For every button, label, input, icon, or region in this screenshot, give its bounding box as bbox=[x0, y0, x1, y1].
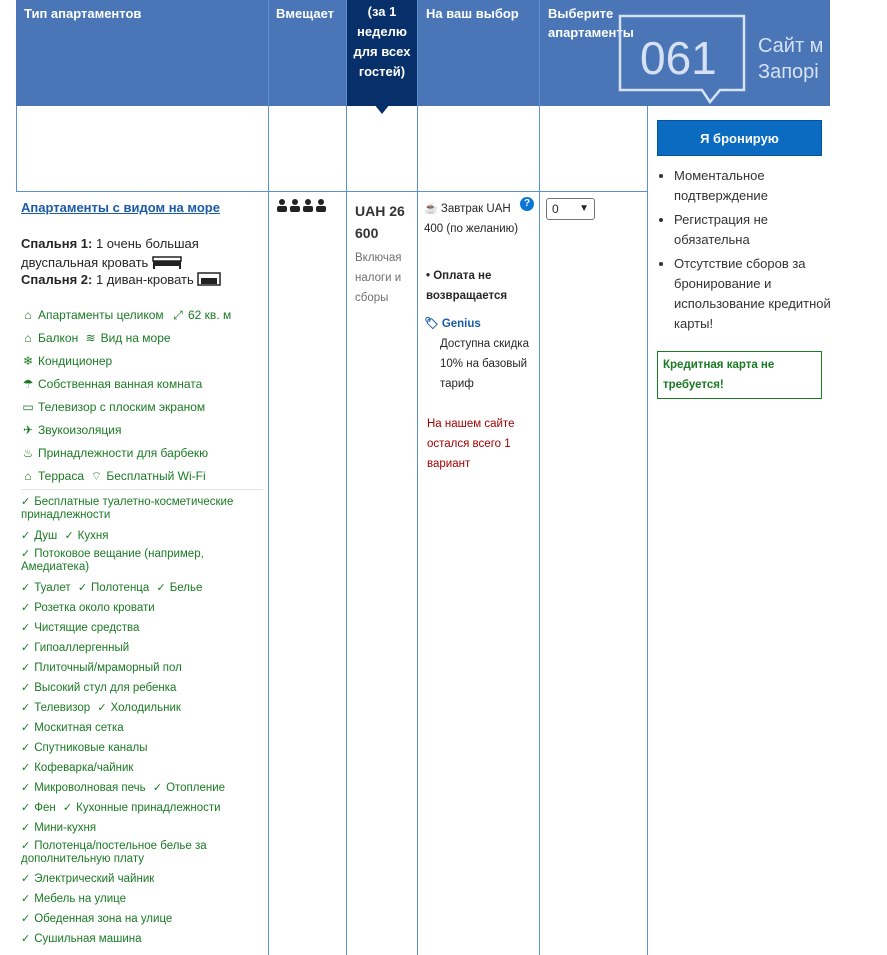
amenity-row bbox=[21, 762, 261, 775]
check-icon: ✓ bbox=[64, 530, 74, 542]
facility-private-bathroom: Собственная ванная комната bbox=[38, 377, 203, 391]
grid-line bbox=[417, 0, 418, 955]
booking-benefits-list bbox=[656, 166, 844, 338]
amenity-toilet: Туалет bbox=[34, 582, 71, 594]
check-icon: ✓ bbox=[21, 602, 31, 614]
facility-air-conditioning: Кондиционер bbox=[38, 354, 113, 368]
facility-terrace: Терраса bbox=[38, 469, 85, 483]
check-icon: ✓ bbox=[97, 702, 107, 714]
facility-row bbox=[21, 467, 206, 485]
amenity-hypoallergenic: Гипоаллергенный bbox=[34, 642, 130, 654]
check-icon: ✓ bbox=[21, 873, 31, 885]
facility-entire-apartment: Апартаменты целиком bbox=[38, 308, 164, 322]
amenity-row bbox=[21, 662, 261, 675]
amenity-microwave: Микроволновая печь bbox=[34, 782, 146, 794]
check-icon: ✓ bbox=[21, 702, 31, 714]
header-select-apartments[interactable]: Выберите апартаменты bbox=[548, 6, 634, 40]
facility-sea-view: Вид на море bbox=[100, 331, 171, 345]
facility-bbq: Принадлежности для барбекю bbox=[38, 446, 209, 460]
facility-row bbox=[21, 306, 231, 324]
amenity-tile-floor: Плиточный/мраморный пол bbox=[34, 662, 182, 674]
double-bed-icon bbox=[152, 255, 182, 269]
breakfast-text: Завтрак UAH 400 (по желанию) bbox=[424, 203, 519, 235]
bedroom-1-label: Спальня 1: bbox=[21, 236, 93, 251]
amenity-row bbox=[21, 802, 261, 815]
amenity-row bbox=[21, 913, 261, 926]
bbq-icon: ♨ bbox=[22, 446, 34, 460]
tv-icon: ▭ bbox=[22, 400, 34, 414]
amenity-outdoor-furniture: Мебель на улице bbox=[34, 893, 126, 905]
facility-wifi: Бесплатный Wi-Fi bbox=[106, 469, 206, 483]
amenity-row bbox=[21, 602, 261, 615]
amenity-row bbox=[21, 702, 261, 715]
grid-line bbox=[539, 0, 540, 955]
amenity-row bbox=[21, 782, 261, 795]
amenity-row bbox=[21, 840, 261, 866]
nonrefundable-text: Оплата не возвращается bbox=[426, 270, 508, 302]
amenity-mosquito-net: Москитная сетка bbox=[34, 722, 124, 734]
amenity-dryer: Сушильная машина bbox=[34, 933, 142, 945]
genius-discount-text: Доступна скидка 10% на базовый тариф bbox=[440, 338, 529, 390]
benefit-item: • Регистрация не обязательна bbox=[674, 210, 844, 250]
header-room-type[interactable]: Тип апартаментов bbox=[24, 6, 142, 21]
amenity-hairdryer: Фен bbox=[34, 802, 56, 814]
amenity-row bbox=[21, 722, 261, 735]
amenity-kitchenette: Мини-кухня bbox=[34, 822, 97, 834]
grid-line bbox=[16, 106, 17, 191]
grid-line bbox=[268, 0, 269, 955]
no-credit-card-box: Кредитная карта не требуется! bbox=[657, 351, 822, 399]
site-logo-061 bbox=[618, 14, 830, 110]
selected-column-arrow bbox=[374, 104, 390, 114]
amenity-row bbox=[21, 530, 261, 543]
price-taxes-note: Включая налоги и сборы bbox=[355, 252, 402, 304]
check-icon: ✓ bbox=[21, 548, 31, 560]
grid-line bbox=[346, 0, 347, 955]
room-name-link[interactable]: Апартаменты с видом на море bbox=[21, 200, 220, 215]
apartment-quantity-select[interactable] bbox=[546, 198, 595, 220]
amenity-extra-linen: Полотенца/постельное белье за дополнительную плату bbox=[21, 840, 207, 865]
sea-view-icon: ≋ bbox=[85, 331, 96, 345]
check-icon: ✓ bbox=[21, 913, 31, 925]
amenity-shower: Душ bbox=[34, 530, 58, 542]
amenity-toiletries: Бесплатные туалетно-косметические принадлежности bbox=[21, 496, 234, 521]
sofa-bed-icon bbox=[197, 272, 221, 286]
amenity-row bbox=[21, 582, 261, 595]
amenity-row bbox=[21, 822, 261, 835]
guest-icons bbox=[276, 198, 330, 214]
facility-row bbox=[21, 421, 121, 439]
logo-number: 061 bbox=[640, 32, 717, 84]
bullet-dot: • bbox=[426, 270, 431, 282]
size-icon: ⤢ bbox=[173, 308, 183, 322]
check-icon: ✓ bbox=[156, 582, 166, 594]
coffee-cup-icon: ☕ bbox=[424, 203, 438, 215]
amenity-kitchenware: Кухонные принадлежности bbox=[76, 802, 221, 814]
logo-text-1: Сайт м bbox=[758, 35, 824, 57]
shower-icon: ☂ bbox=[22, 377, 34, 391]
check-icon: ✓ bbox=[21, 822, 31, 834]
amenity-kitchen: Кухня bbox=[77, 530, 109, 542]
check-icon: ✓ bbox=[21, 582, 31, 594]
amenity-row bbox=[21, 496, 261, 522]
nonrefundable-option bbox=[426, 266, 534, 306]
amenity-row bbox=[21, 873, 261, 886]
bedroom-2-text: 1 диван-кровать bbox=[95, 272, 194, 287]
book-now-button[interactable]: Я бронирую bbox=[657, 120, 822, 156]
check-icon: ✓ bbox=[21, 530, 31, 542]
check-icon: ✓ bbox=[21, 722, 31, 734]
amenity-heating: Отопление bbox=[166, 782, 226, 794]
amenity-towels: Полотенца bbox=[91, 582, 150, 594]
scarcity-message: На нашем сайте остался всего 1 вариант bbox=[427, 418, 515, 470]
amenity-kettle: Электрический чайник bbox=[34, 873, 155, 885]
price-amount: UAH 26 600 bbox=[355, 203, 405, 241]
facility-row bbox=[21, 398, 205, 416]
wifi-icon: ⌔ bbox=[90, 469, 103, 483]
facility-balcony: Балкон bbox=[38, 331, 79, 345]
amenity-row bbox=[21, 682, 261, 695]
amenity-tv: Телевизор bbox=[34, 702, 91, 714]
amenity-row bbox=[21, 642, 261, 655]
benefit-item: • Отсутствие сборов за бронирование и использование кредитной карты! bbox=[674, 254, 844, 334]
facilities-divider bbox=[21, 489, 263, 490]
breakfast-option bbox=[424, 199, 519, 239]
check-icon: ✓ bbox=[62, 802, 73, 814]
bedroom-2 bbox=[21, 272, 221, 287]
header-price-selected[interactable]: (за 1 неделю для всех гостей) bbox=[347, 0, 417, 106]
check-icon: ✓ bbox=[21, 682, 31, 694]
snowflake-icon: ❄ bbox=[22, 354, 34, 368]
check-icon: ✓ bbox=[21, 742, 31, 754]
check-icon: ✓ bbox=[21, 933, 31, 945]
check-icon: ✓ bbox=[21, 840, 31, 852]
amenity-fridge: Холодильник bbox=[110, 702, 181, 714]
help-icon[interactable]: ? bbox=[520, 197, 534, 211]
check-icon: ✓ bbox=[21, 893, 31, 905]
check-icon: ✓ bbox=[21, 642, 31, 654]
genius-badge bbox=[424, 314, 481, 334]
benefit-item: • Моментальное подтверждение bbox=[674, 166, 844, 206]
check-icon: ✓ bbox=[21, 802, 31, 814]
genius-label: Genius bbox=[441, 318, 481, 330]
house-icon: ⌂ bbox=[24, 308, 32, 322]
amenity-row bbox=[21, 548, 261, 574]
tag-icon: 🏷 bbox=[424, 318, 439, 330]
check-icon: ✓ bbox=[77, 582, 88, 594]
amenity-cleaning: Чистящие средства bbox=[34, 622, 140, 634]
select-value: 0 bbox=[552, 202, 559, 216]
terrace-icon: ⌂ bbox=[24, 469, 32, 483]
logo-text-2: Запорі bbox=[758, 61, 819, 83]
amenity-socket: Розетка около кровати bbox=[34, 602, 155, 614]
amenity-row bbox=[21, 893, 261, 906]
soundproof-icon: ✈ bbox=[22, 423, 34, 437]
facility-soundproofing: Звукоизоляция bbox=[38, 423, 122, 437]
grid-line bbox=[647, 106, 648, 955]
check-icon: ✓ bbox=[21, 662, 31, 674]
check-icon: ✓ bbox=[21, 622, 31, 634]
amenity-coffee-maker: Кофеварка/чайник bbox=[34, 762, 134, 774]
amenity-row bbox=[21, 742, 261, 755]
bedroom-1 bbox=[21, 234, 261, 272]
amenity-satellite: Спутниковые каналы bbox=[34, 742, 148, 754]
amenity-row bbox=[21, 622, 261, 635]
facility-size: 62 кв. м bbox=[188, 308, 232, 322]
check-icon: ✓ bbox=[21, 782, 31, 794]
check-icon: ✓ bbox=[21, 762, 31, 774]
facility-row bbox=[21, 444, 208, 462]
amenity-streaming: Потоковое вещание (например, Амедиатека) bbox=[21, 548, 204, 573]
row-divider bbox=[16, 191, 648, 192]
bedroom-1-text: 1 очень большая двуспальная кровать bbox=[21, 236, 199, 270]
bedroom-2-label: Спальня 2: bbox=[21, 272, 93, 287]
facility-row bbox=[21, 329, 171, 347]
check-icon: ✓ bbox=[21, 496, 31, 508]
facility-row bbox=[21, 352, 112, 370]
amenity-outdoor-dining: Обеденная зона на улице bbox=[34, 913, 173, 925]
balcony-icon: ⌂ bbox=[24, 331, 32, 345]
amenity-row bbox=[21, 933, 261, 946]
amenity-linen: Белье bbox=[169, 582, 203, 594]
facility-flat-tv: Телевизор с плоским экраном bbox=[38, 400, 206, 414]
amenity-high-chair: Высокий стул для ребенка bbox=[34, 682, 177, 694]
header-your-choice[interactable]: На ваш выбор bbox=[426, 6, 519, 21]
header-sleeps[interactable]: Вмещает bbox=[276, 6, 335, 21]
check-icon: ✓ bbox=[152, 782, 163, 794]
chevron-down-icon: ▼ bbox=[579, 203, 589, 214]
facility-row bbox=[21, 375, 202, 393]
